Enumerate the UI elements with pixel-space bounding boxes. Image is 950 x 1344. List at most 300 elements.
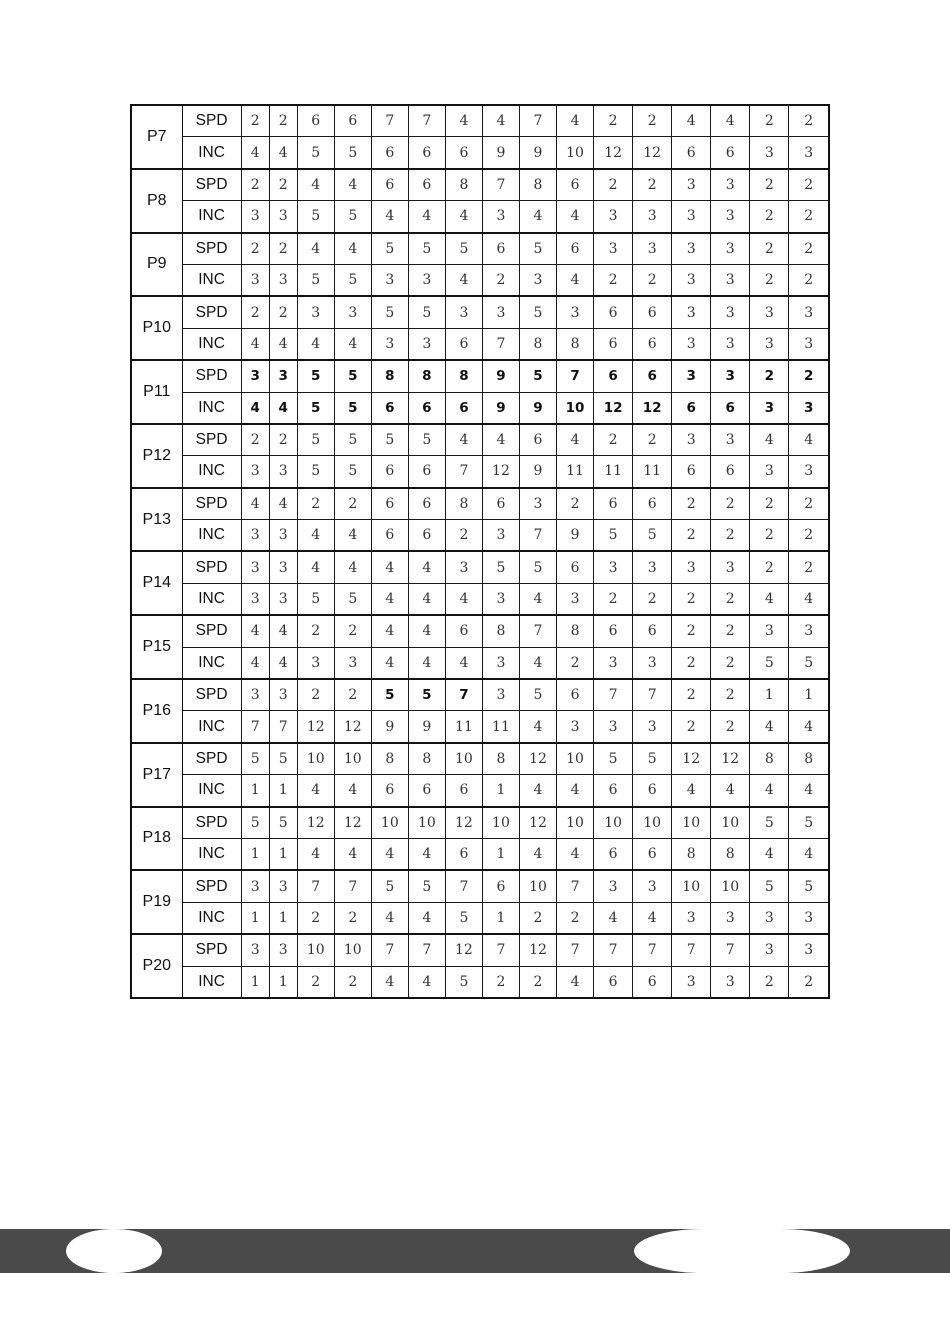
table-row [131,711,829,743]
inc-value-cell: 2 [482,966,519,998]
spd-value-cell: 2 [633,105,672,137]
footer-bar [0,1229,950,1273]
spd-value-cell: 4 [269,488,297,520]
inc-value-cell: 10 [557,392,594,424]
inc-value-cell: 3 [672,328,711,360]
inc-value-cell: 4 [269,137,297,169]
spd-value-cell: 2 [241,233,269,265]
spd-value-cell: 4 [371,615,408,647]
spd-value-cell: 12 [519,743,556,775]
inc-value-cell: 5 [789,647,829,679]
inc-value-cell: 3 [269,583,297,615]
inc-value-cell: 11 [445,711,482,743]
spd-value-cell: 2 [789,233,829,265]
inc-value-cell: 4 [408,902,445,934]
spd-value-cell: 4 [297,169,334,201]
inc-label: INC [182,201,241,233]
inc-value-cell: 3 [633,711,672,743]
inc-value-cell: 4 [445,647,482,679]
table-row [131,488,829,520]
inc-value-cell: 3 [750,137,789,169]
spd-value-cell: 4 [445,424,482,456]
spd-value-cell: 6 [445,615,482,647]
program-name: P9 [131,233,182,297]
inc-value-cell: 2 [557,902,594,934]
spd-label: SPD [182,424,241,456]
spd-value-cell: 12 [445,807,482,839]
spd-value-cell: 7 [445,870,482,902]
table-row [131,615,829,647]
spd-value-cell: 3 [519,488,556,520]
inc-value-cell: 4 [672,775,711,807]
inc-value-cell: 3 [241,456,269,488]
inc-value-cell: 7 [519,520,556,552]
spd-value-cell: 8 [445,169,482,201]
spd-value-cell: 5 [789,870,829,902]
inc-value-cell: 3 [750,902,789,934]
spd-value-cell: 4 [408,615,445,647]
spd-value-cell: 3 [711,551,750,583]
spd-value-cell: 4 [557,105,594,137]
table-row [131,934,829,966]
inc-value-cell: 3 [672,902,711,934]
spd-value-cell: 6 [594,360,633,392]
spd-value-cell: 7 [371,934,408,966]
inc-value-cell: 4 [371,201,408,233]
inc-label: INC [182,520,241,552]
inc-value-cell: 5 [334,137,371,169]
inc-value-cell: 3 [334,647,371,679]
spd-value-cell: 6 [557,679,594,711]
spd-value-cell: 2 [297,679,334,711]
spd-value-cell: 7 [334,870,371,902]
spd-value-cell: 3 [269,934,297,966]
spd-value-cell: 6 [482,233,519,265]
program-name: P15 [131,615,182,679]
inc-value-cell: 4 [371,966,408,998]
spd-value-cell: 2 [633,169,672,201]
inc-value-cell: 3 [269,201,297,233]
spd-label: SPD [182,870,241,902]
spd-label: SPD [182,296,241,328]
inc-value-cell: 12 [594,137,633,169]
inc-value-cell: 4 [519,775,556,807]
spd-value-cell: 2 [789,105,829,137]
spd-value-cell: 4 [334,551,371,583]
inc-value-cell: 5 [297,137,334,169]
spd-value-cell: 6 [594,615,633,647]
inc-value-cell: 3 [557,711,594,743]
program-name: P20 [131,934,182,998]
inc-value-cell: 4 [269,328,297,360]
inc-value-cell: 4 [297,520,334,552]
spd-label: SPD [182,488,241,520]
spd-value-cell: 3 [594,870,633,902]
spd-value-cell: 3 [594,233,633,265]
spd-value-cell: 3 [269,551,297,583]
spd-value-cell: 10 [519,870,556,902]
inc-value-cell: 4 [408,838,445,870]
inc-value-cell: 3 [241,201,269,233]
inc-value-cell: 4 [241,647,269,679]
spd-value-cell: 10 [594,807,633,839]
inc-value-cell: 7 [269,711,297,743]
inc-value-cell: 3 [750,328,789,360]
inc-value-cell: 9 [519,137,556,169]
inc-value-cell: 4 [519,711,556,743]
spd-value-cell: 10 [408,807,445,839]
spd-value-cell: 4 [750,424,789,456]
spd-value-cell: 5 [371,424,408,456]
spd-value-cell: 10 [297,934,334,966]
spd-value-cell: 10 [672,807,711,839]
inc-value-cell: 3 [482,647,519,679]
spd-value-cell: 7 [445,679,482,711]
spd-value-cell: 4 [445,105,482,137]
program-name: P17 [131,743,182,807]
inc-value-cell: 4 [789,838,829,870]
inc-value-cell: 2 [633,264,672,296]
table-row [131,647,829,679]
spd-value-cell: 6 [482,870,519,902]
inc-value-cell: 2 [519,902,556,934]
inc-value-cell: 1 [241,775,269,807]
inc-value-cell: 9 [482,137,519,169]
spd-value-cell: 10 [557,743,594,775]
inc-value-cell: 2 [750,520,789,552]
inc-value-cell: 5 [334,456,371,488]
inc-value-cell: 2 [789,201,829,233]
program-name: P10 [131,296,182,360]
spd-value-cell: 7 [594,679,633,711]
spd-value-cell: 8 [482,743,519,775]
table-row [131,583,829,615]
inc-value-cell: 4 [789,711,829,743]
spd-value-cell: 4 [297,233,334,265]
table-row [131,743,829,775]
inc-value-cell: 4 [408,647,445,679]
spd-value-cell: 3 [750,296,789,328]
inc-value-cell: 2 [789,264,829,296]
inc-value-cell: 4 [371,838,408,870]
spd-value-cell: 5 [408,233,445,265]
inc-value-cell: 2 [633,583,672,615]
inc-value-cell: 4 [408,966,445,998]
inc-value-cell: 2 [334,902,371,934]
inc-value-cell: 5 [445,966,482,998]
spd-value-cell: 6 [594,488,633,520]
inc-value-cell: 4 [633,902,672,934]
inc-value-cell: 9 [482,392,519,424]
program-name: P11 [131,360,182,424]
inc-value-cell: 1 [482,902,519,934]
inc-value-cell: 3 [789,456,829,488]
spd-value-cell: 12 [519,934,556,966]
inc-value-cell: 3 [711,264,750,296]
inc-value-cell: 3 [789,392,829,424]
table-row [131,902,829,934]
spd-value-cell: 5 [371,870,408,902]
spd-value-cell: 8 [371,360,408,392]
spd-value-cell: 3 [241,551,269,583]
spd-value-cell: 2 [297,615,334,647]
spd-value-cell: 8 [445,360,482,392]
spd-value-cell: 4 [241,615,269,647]
inc-label: INC [182,583,241,615]
spd-value-cell: 3 [594,551,633,583]
table-body [131,105,829,998]
spd-value-cell: 5 [519,679,556,711]
spd-value-cell: 8 [482,615,519,647]
inc-value-cell: 7 [482,328,519,360]
inc-value-cell: 2 [445,520,482,552]
inc-value-cell: 6 [445,328,482,360]
table-row [131,838,829,870]
inc-value-cell: 6 [445,137,482,169]
spd-value-cell: 5 [750,807,789,839]
spd-value-cell: 3 [297,296,334,328]
spd-value-cell: 5 [633,743,672,775]
spd-value-cell: 6 [371,488,408,520]
spd-value-cell: 10 [711,807,750,839]
spd-value-cell: 2 [750,360,789,392]
inc-value-cell: 3 [557,583,594,615]
table-row [131,551,829,583]
inc-label: INC [182,392,241,424]
spd-value-cell: 3 [672,424,711,456]
inc-value-cell: 2 [672,711,711,743]
spd-value-cell: 2 [334,488,371,520]
inc-value-cell: 12 [594,392,633,424]
inc-value-cell: 3 [711,966,750,998]
inc-value-cell: 2 [711,647,750,679]
spd-value-cell: 3 [711,296,750,328]
inc-value-cell: 3 [408,328,445,360]
inc-value-cell: 4 [750,838,789,870]
spd-value-cell: 7 [482,934,519,966]
spd-value-cell: 2 [789,360,829,392]
inc-value-cell: 2 [789,966,829,998]
inc-value-cell: 2 [672,647,711,679]
program-name: P14 [131,551,182,615]
inc-value-cell: 4 [557,775,594,807]
spd-value-cell: 2 [241,424,269,456]
inc-value-cell: 2 [750,966,789,998]
inc-value-cell: 1 [269,838,297,870]
inc-value-cell: 6 [594,328,633,360]
spd-value-cell: 3 [445,296,482,328]
spd-value-cell: 5 [371,233,408,265]
spd-value-cell: 5 [408,296,445,328]
spd-value-cell: 12 [445,934,482,966]
spd-value-cell: 3 [241,934,269,966]
spd-value-cell: 2 [750,488,789,520]
inc-value-cell: 5 [445,902,482,934]
table-row [131,424,829,456]
spd-label: SPD [182,169,241,201]
inc-value-cell: 6 [633,775,672,807]
spd-value-cell: 5 [408,679,445,711]
inc-label: INC [182,902,241,934]
spd-value-cell: 6 [482,488,519,520]
spd-value-cell: 4 [334,169,371,201]
spd-value-cell: 5 [334,424,371,456]
inc-value-cell: 4 [297,328,334,360]
program-name: P19 [131,870,182,934]
table-row [131,169,829,201]
spd-value-cell: 10 [371,807,408,839]
inc-value-cell: 3 [371,264,408,296]
inc-value-cell: 5 [297,392,334,424]
table-row [131,201,829,233]
table-row [131,296,829,328]
table-row [131,870,829,902]
spd-label: SPD [182,679,241,711]
inc-value-cell: 11 [633,456,672,488]
inc-value-cell: 4 [334,520,371,552]
program-name: P16 [131,679,182,743]
spd-value-cell: 10 [711,870,750,902]
inc-value-cell: 9 [519,392,556,424]
spd-value-cell: 8 [789,743,829,775]
inc-value-cell: 4 [241,137,269,169]
spd-value-cell: 2 [594,424,633,456]
inc-value-cell: 6 [408,137,445,169]
inc-value-cell: 4 [334,838,371,870]
inc-value-cell: 5 [297,456,334,488]
spd-value-cell: 3 [711,360,750,392]
spd-value-cell: 3 [482,296,519,328]
inc-value-cell: 5 [334,583,371,615]
inc-value-cell: 3 [482,201,519,233]
spd-value-cell: 4 [789,424,829,456]
inc-value-cell: 3 [789,328,829,360]
spd-value-cell: 10 [633,807,672,839]
table-row [131,137,829,169]
inc-value-cell: 4 [557,838,594,870]
spd-value-cell: 5 [269,743,297,775]
inc-value-cell: 3 [269,520,297,552]
spd-value-cell: 5 [482,551,519,583]
spd-value-cell: 7 [594,934,633,966]
spd-value-cell: 6 [297,105,334,137]
inc-value-cell: 4 [408,201,445,233]
inc-value-cell: 6 [371,392,408,424]
spd-value-cell: 3 [789,615,829,647]
inc-value-cell: 4 [371,647,408,679]
inc-value-cell: 4 [557,201,594,233]
spd-value-cell: 3 [269,679,297,711]
spd-value-cell: 10 [672,870,711,902]
spd-value-cell: 2 [750,551,789,583]
inc-value-cell: 3 [241,264,269,296]
spd-value-cell: 7 [557,934,594,966]
spd-value-cell: 3 [672,551,711,583]
spd-value-cell: 5 [408,424,445,456]
spd-value-cell: 10 [334,743,371,775]
inc-value-cell: 6 [711,456,750,488]
inc-value-cell: 4 [371,902,408,934]
spd-value-cell: 3 [482,679,519,711]
inc-value-cell: 9 [408,711,445,743]
spd-value-cell: 5 [241,807,269,839]
inc-label: INC [182,966,241,998]
spd-value-cell: 3 [750,934,789,966]
program-name: P8 [131,169,182,233]
inc-value-cell: 8 [672,838,711,870]
spd-value-cell: 9 [482,360,519,392]
table-row [131,392,829,424]
inc-value-cell: 3 [672,201,711,233]
spd-value-cell: 2 [241,169,269,201]
inc-value-cell: 6 [711,392,750,424]
inc-value-cell: 5 [297,583,334,615]
table-row [131,328,829,360]
spd-value-cell: 7 [371,105,408,137]
inc-value-cell: 4 [557,966,594,998]
spd-value-cell: 5 [519,360,556,392]
inc-value-cell: 6 [711,137,750,169]
spd-value-cell: 4 [672,105,711,137]
inc-value-cell: 4 [269,392,297,424]
spd-value-cell: 2 [334,679,371,711]
inc-value-cell: 3 [269,264,297,296]
table-row [131,807,829,839]
spd-value-cell: 2 [711,679,750,711]
spd-value-cell: 2 [789,488,829,520]
inc-value-cell: 3 [711,328,750,360]
inc-value-cell: 10 [557,137,594,169]
spd-value-cell: 2 [269,169,297,201]
spd-value-cell: 4 [371,551,408,583]
spd-value-cell: 10 [445,743,482,775]
spd-value-cell: 4 [557,424,594,456]
spd-value-cell: 2 [297,488,334,520]
inc-value-cell: 6 [408,775,445,807]
spd-value-cell: 10 [557,807,594,839]
spd-value-cell: 7 [297,870,334,902]
spd-value-cell: 5 [519,551,556,583]
spd-value-cell: 10 [334,934,371,966]
spd-value-cell: 12 [519,807,556,839]
inc-value-cell: 4 [750,711,789,743]
inc-value-cell: 2 [519,966,556,998]
inc-value-cell: 3 [672,264,711,296]
spd-value-cell: 4 [482,424,519,456]
inc-value-cell: 4 [445,264,482,296]
inc-value-cell: 6 [594,966,633,998]
spd-value-cell: 3 [241,679,269,711]
spd-value-cell: 2 [557,488,594,520]
inc-value-cell: 4 [445,583,482,615]
inc-label: INC [182,137,241,169]
spd-label: SPD [182,233,241,265]
inc-value-cell: 11 [482,711,519,743]
spd-value-cell: 7 [519,105,556,137]
inc-value-cell: 6 [445,392,482,424]
spd-value-cell: 5 [269,807,297,839]
spd-value-cell: 5 [371,679,408,711]
spd-value-cell: 3 [711,169,750,201]
inc-label: INC [182,328,241,360]
spd-value-cell: 4 [482,105,519,137]
inc-value-cell: 4 [750,583,789,615]
inc-value-cell: 4 [241,392,269,424]
inc-value-cell: 4 [269,647,297,679]
inc-value-cell: 3 [371,328,408,360]
inc-value-cell: 3 [297,647,334,679]
inc-value-cell: 3 [408,264,445,296]
